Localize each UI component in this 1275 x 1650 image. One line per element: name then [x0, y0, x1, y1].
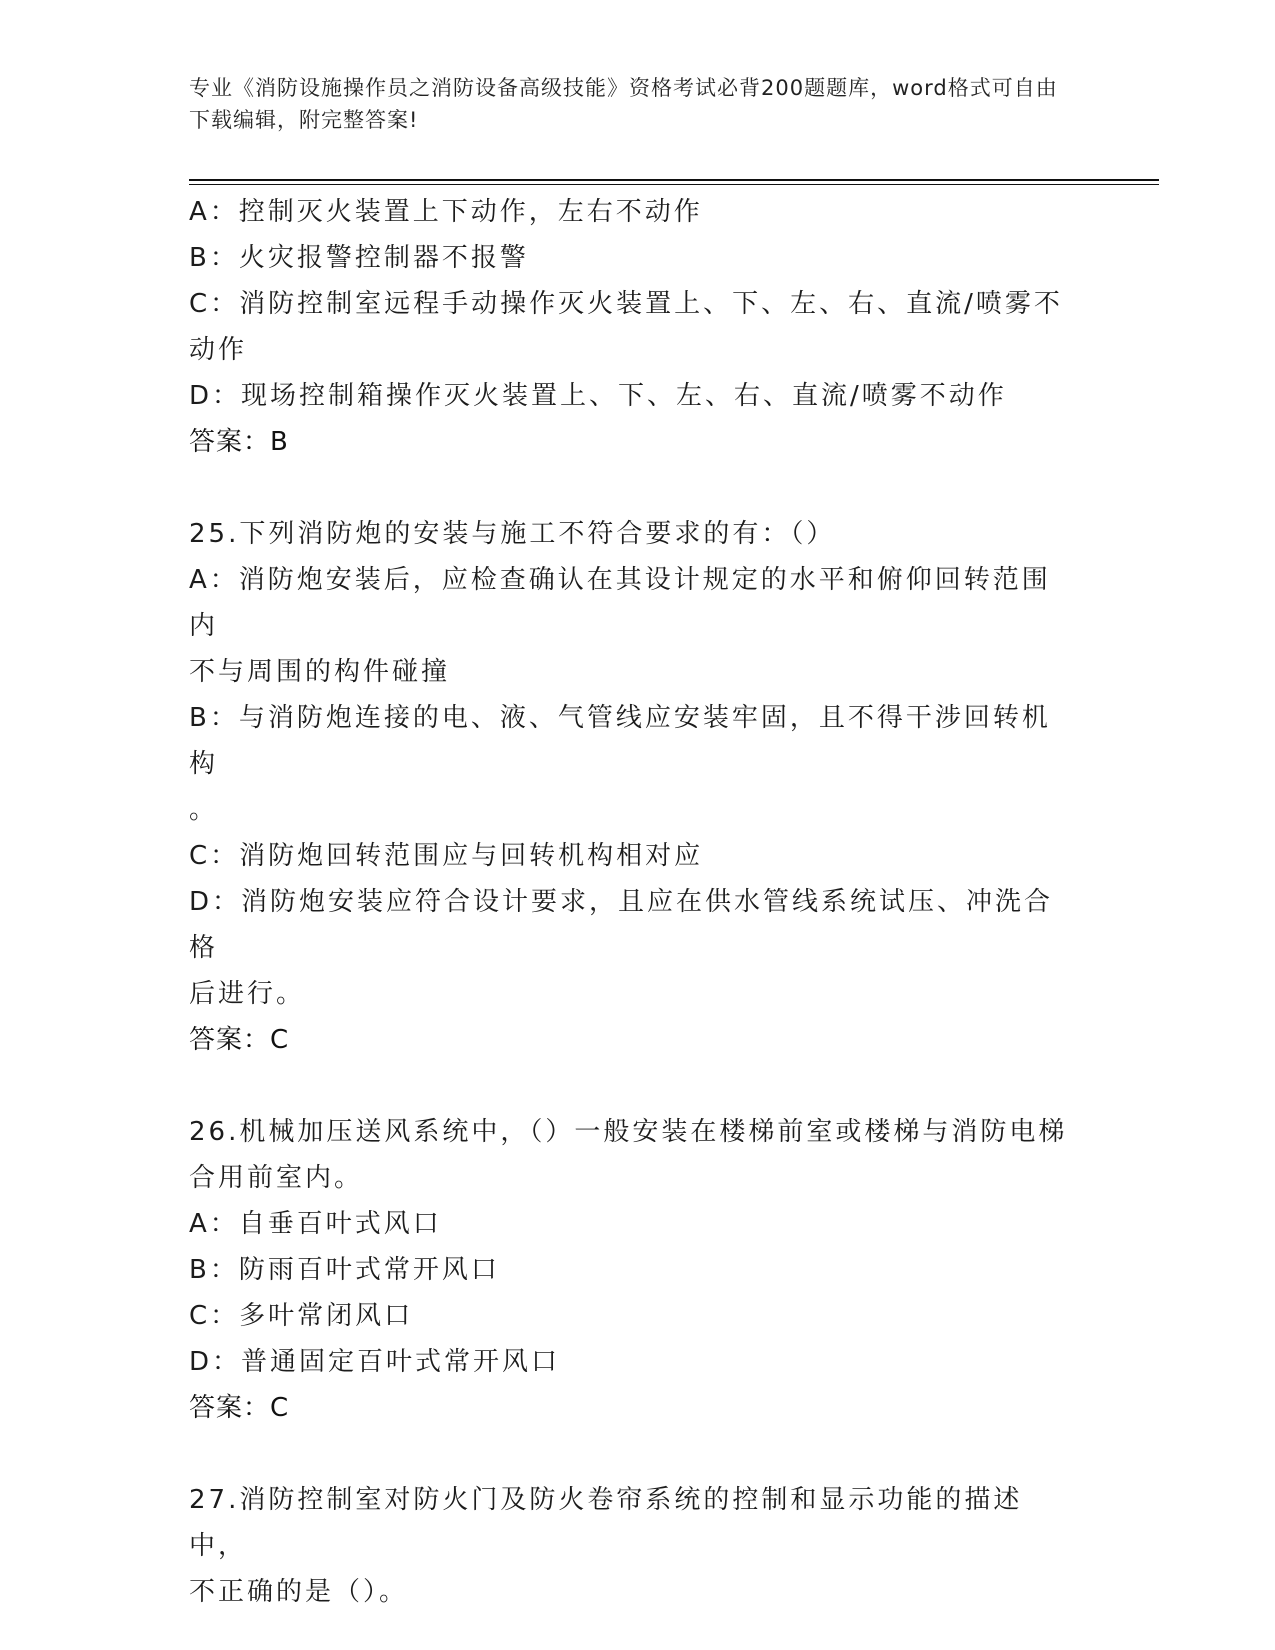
header-divider-thin	[189, 184, 1159, 185]
answer-label: 答案：C	[189, 1025, 290, 1055]
option-line: A：自垂百叶式风口	[189, 1209, 442, 1239]
question-stem: 26.机械加压送风系统中，（）一般安装在楼梯前室或楼梯与消防电梯	[189, 1117, 1068, 1147]
question-stem: 25.下列消防炮的安装与施工不符合要求的有：（）	[189, 519, 836, 549]
question-content	[189, 189, 1069, 1615]
spacer	[189, 1063, 1069, 1109]
spacer	[189, 1431, 1069, 1477]
question-27	[189, 1477, 1069, 1615]
option-line: 不与周围的构件碰撞	[189, 657, 451, 687]
option-line: C：消防控制室远程手动操作灭火装置上、下、左、右、直流/喷雾不	[189, 289, 1063, 319]
spacer	[189, 465, 1069, 511]
option-line: C：消防炮回转范围应与回转机构相对应	[189, 841, 704, 871]
option-line: A：消防炮安装后，应检查确认在其设计规定的水平和俯仰回转范围内	[189, 565, 1051, 641]
option-line: D：普通固定百叶式常开风口	[189, 1347, 561, 1377]
option-line: B：与消防炮连接的电、液、气管线应安装牢固，且不得干涉回转机构	[189, 703, 1051, 779]
question-stem: 27.消防控制室对防火门及防火卷帘系统的控制和显示功能的描述中，	[189, 1485, 1023, 1561]
question-24-options	[189, 189, 1069, 465]
question-25	[189, 511, 1069, 1063]
document-header: 专业《消防设施操作员之消防设备高级技能》资格考试必背200题题库，word格式可自由下载编辑，附完整答案!	[189, 76, 1058, 132]
option-line: 。	[189, 795, 219, 825]
question-stem: 不正确的是（）。	[189, 1577, 409, 1607]
option-line: A：控制灭火装置上下动作，左右不动作	[189, 197, 703, 227]
answer-label: 答案：B	[189, 427, 289, 457]
option-line: B：防雨百叶式常开风口	[189, 1255, 500, 1285]
header-divider-thick	[189, 179, 1159, 181]
option-line: 动作	[189, 335, 248, 365]
option-line: D：消防炮安装应符合设计要求，且应在供水管线系统试压、冲洗合格	[189, 887, 1054, 963]
option-line: B：火灾报警控制器不报警	[189, 243, 529, 273]
option-line: C：多叶常闭风口	[189, 1301, 414, 1331]
option-line: 后进行。	[189, 979, 306, 1009]
question-26	[189, 1109, 1069, 1431]
option-line: D：现场控制箱操作灭火装置上、下、左、右、直流/喷雾不动作	[189, 381, 1007, 411]
answer-label: 答案：C	[189, 1393, 290, 1423]
question-stem: 合用前室内。	[189, 1163, 364, 1193]
